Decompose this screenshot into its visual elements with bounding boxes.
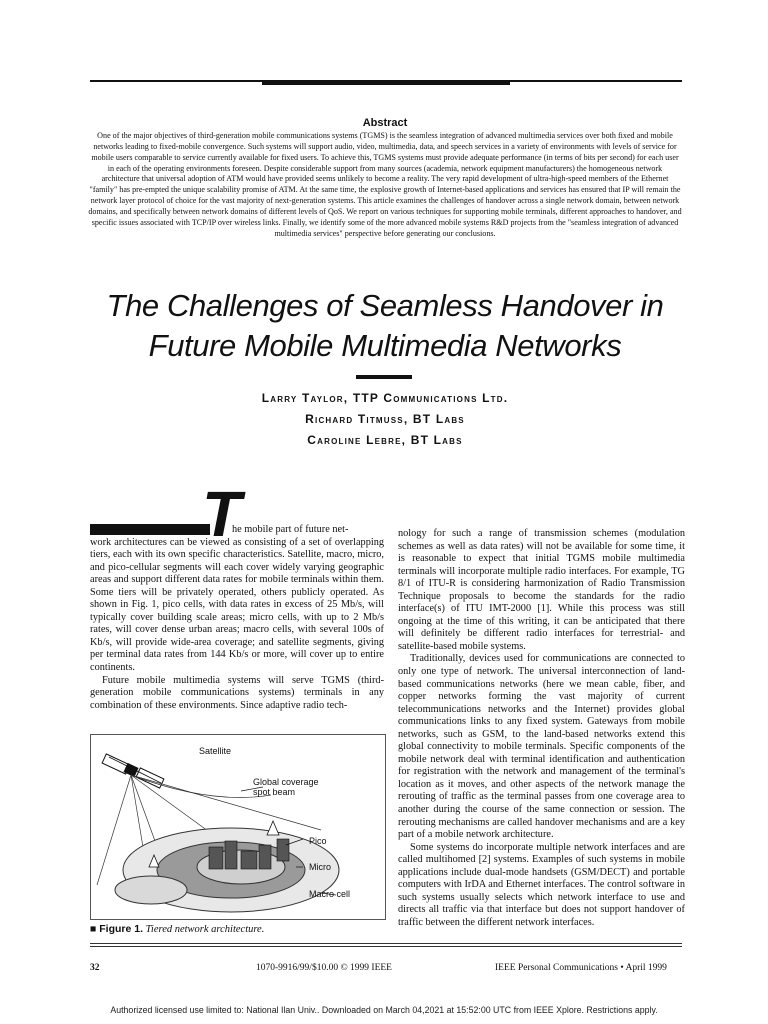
footer-rule-2 (90, 946, 682, 947)
title-rule (356, 375, 412, 379)
left-first-line-text: he mobile part of future net- (232, 524, 349, 535)
abstract-body: One of the major objectives of third-generation mobile communications systems (TGMS) is the seamless integration of advanced multimedia services over both fixed and mobile networks leading to fixed-mobile convergence. Such systems will support audio, video, multimedia, data, and speech services in a variety of environments with levels of service for mobile users comparable to service currently available for fixed users. To achieve this, TGMS systems must provide adequate performance (in terms of bits per second) for each user in each of the operating environments foreseen. Despite considerable support from many sources (academia, network equipment manufacturers) the homogeneous network architecture that universal adoption of ATM would have provided seems unlikely to become a reality. The very rapid development of ultra-high-speed members of the Ethernet "family" has pre-empted the unique scalability promise of ATM. At the same time, the explosive growth of Internet-based applications and services has ensured that IP will remain the network layer protocol of choice for the vast majority of next-generation systems. This article examines the challenges of handover across a single network domain, between network domains, and specifically between network domains of different levels of QoS. We report on various techniques for supporting mobile terminals, different approaches to handover, and specific issues associated with TCP/IP over wireless links. Finally, we identify some of the more advanced mobile systems R&D projects from the "seamless integration of advanced multimedia services" perspective before generating our conclusions. (88, 131, 682, 238)
dropcap-letter: T (202, 478, 242, 550)
author-1: Larry Taylor, TTP Communications Ltd. (261, 391, 509, 405)
footer-journal: IEEE Personal Communications • April 1999 (495, 963, 667, 973)
right-paragraph-2: Traditionally, devices used for communications are connected to only one type of network. The universal interconnection of land-based communications networks (here we mean cable, fiber, and copper networks forming the vast majority of current telecommunications networks and the Internet) provides global communications links to any fixed system. Gateways from mobile networks, such as GSM, to the land-based networks extend this global connectivity to mobile terminals. Specific components of the mobile network deal with terminal identification and authentication for registration with the network and management of the terminal's location as it moves, and other aspects of the network manage the rerouting of traffic as the terminal passes from one coverage area to another during the course of the same connection or session. The rerouting mechanisms are called handover mechanisms and are a key part of a mobile network architecture. (398, 653, 685, 841)
caption-mark: ■ Figure 1. (90, 923, 144, 935)
footer-rule (90, 943, 682, 944)
abstract-heading: Abstract (362, 117, 408, 129)
title-line-2: Future Mobile Multimedia Networks (148, 328, 622, 363)
author-list (120, 388, 650, 451)
label-global (253, 777, 319, 797)
author-3: Caroline Lebre, BT Labs (307, 433, 463, 447)
header-rule-thick (262, 80, 510, 85)
page-number: 32 (90, 963, 100, 973)
title-line-1: The Challenges of Seamless Handover in (106, 288, 664, 323)
label-macro: Macro cell (309, 889, 351, 899)
right-paragraph-1: nology for such a range of transmission schemes (modulation schemes as well as data rates) will not be available for some time, it is reasonable to expect that initial TGMS mobile multimedia terminals will incorporate multiple radio interfaces. For example, TG 8/1 of ITU-R is considering harmonization of Radio Transmission Technique proposals to become the standards for the radio interface(s) of ITU IMT-2000 [1]. While this process was still ongoing at the time of this writing, it can be anticipated that there will definitely be different radio interfaces for terrestrial- and satellite-based mobile systems. (398, 528, 685, 652)
left-first-line (90, 524, 384, 537)
left-paragraph-1: work architectures can be viewed as consisting of a set of overlapping tiers, each with its own specific characteristics. Satellite, macro, micro, and pico-cellular segments will each cover widely varying geographic areas and support different data rates for mobile terminals within them. Some tiers will be privately operated, others publicly operated. As shown in Fig. 1, pico cells, with data rates in excess of 25 Mb/s, will typically cover building scale areas; micro cells, with up to 2 Mb/s rates, will cover dense urban areas; macro cells, with several 100s of Kb/s, will provide wide-area coverage; and satellite segments, giving per terminal data rates from 144 Kb/s or more, will cover up to entire continents. (90, 536, 384, 674)
left-paragraph-2: Future mobile multimedia systems will serve TGMS (third-generation mobile communications systems) terminals in any combination of these environments. Since adaptive radio tech- (90, 674, 384, 711)
author-2: Richard Titmuss, BT Labs (305, 412, 465, 426)
label-pico: Pico (309, 836, 327, 846)
right-paragraph-3: Some systems do incorporate multiple network interfaces and are called multihomed [2] systems. Examples of such systems in mobile applications include dual-mode handsets (GSM/DECT) and portable computers with IrDA and Ethernet interfaces. The control software in such systems usually selects which network interface to use and directs all traffic via that interface but does not support handover of traffic between the different network interfaces. (398, 841, 685, 928)
label-global-text: Global coverage (253, 777, 319, 787)
label-satellite: Satellite (199, 746, 232, 756)
article-title (60, 286, 710, 366)
figure-1 (90, 734, 386, 920)
left-column (90, 524, 384, 712)
cell-ellipses (115, 828, 339, 912)
license-notice: Authorized licensed use limited to: National Ilan Univ.. Downloaded on March 04,2021 at 15:52:00 UTC from IEEE Xplore. Restrictions apply. (110, 1005, 658, 1015)
abstract (88, 117, 682, 239)
caption-text: Tiered network architecture. (145, 924, 265, 935)
footer-code: 1070-9916/99/$10.00 © 1999 IEEE (256, 963, 392, 973)
label-spot-text: spot beam (253, 787, 296, 797)
label-micro: Micro (309, 862, 331, 872)
right-column (398, 528, 685, 930)
figure-caption (90, 923, 264, 935)
